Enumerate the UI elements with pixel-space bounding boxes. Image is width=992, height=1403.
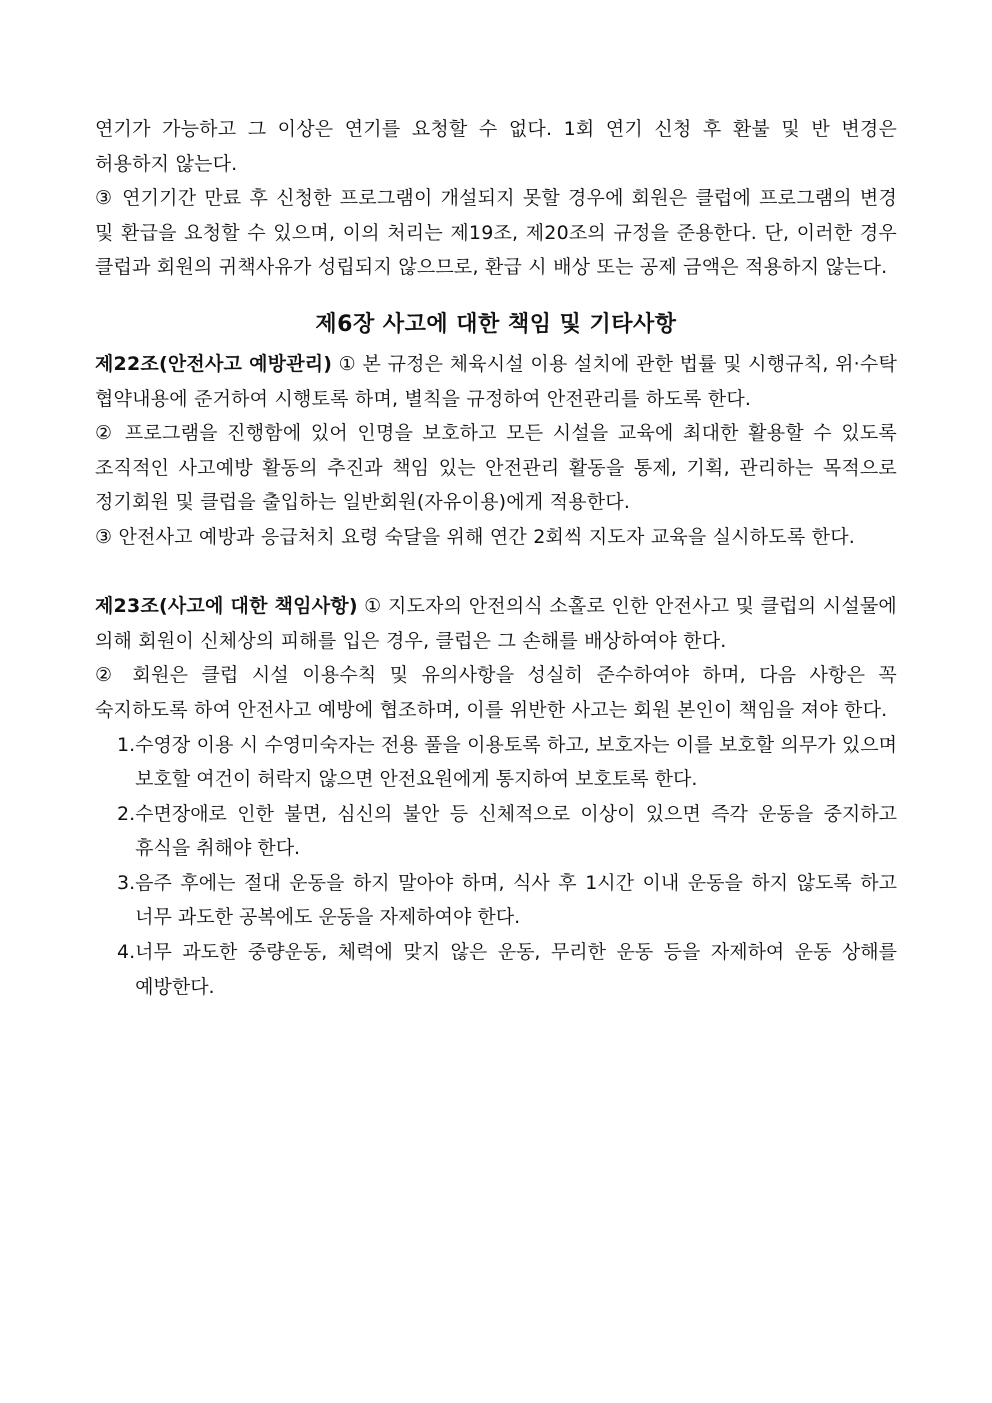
article-23-clause-1-text: ① 지도자의 안전의식 소홀로 인한 안전사고 및 클럽의 시설물에 의해 회원이 신체상의 피해를 입은 경우, 클럽은 그 손해를 배상하여야 한다. [95, 595, 897, 652]
list-item [117, 797, 897, 866]
list-item-text: 음주 후에는 절대 운동을 하지 말아야 하며, 식사 후 1시간 이내 운동을 하지 않도록 하고 너무 과도한 공복에도 운동을 자제하여야 한다. [135, 871, 897, 929]
article-22-clause-1-text: ① 본 규정은 체육시설 이용 설치에 관한 법률 및 시행규칙, 위·수탁 협약내용에 준거하여 시행토록 하며, 별칙을 규정하여 안전관리를 하도록 한다. [95, 352, 897, 410]
list-item-number: 3. [117, 871, 136, 894]
list-item-text: 수면장애로 인한 불면, 심신의 불안 등 신체적으로 이상이 있으면 즉각 운동을 중지하고 휴식을 취해야 한다. [135, 802, 897, 860]
section-spacer [95, 555, 897, 590]
list-item-text: 너무 과도한 중량운동, 체력에 맞지 않은 운동, 무리한 운동 등을 자제하여 운동 상해를 예방한다. [135, 941, 897, 998]
chapter-title: 제6장 사고에 대한 책임 및 기타사항 [315, 311, 677, 337]
article-23-clause-1 [95, 589, 897, 658]
article-22-clause-1 [95, 347, 897, 416]
safety-rules-list [95, 728, 897, 1005]
article-23-clause-2: ② 회원은 클럽 시설 이용수칙 및 유의사항을 성실히 준수하여야 하며, 다음 사항은 꼭 숙지하도록 하여 안전사고 예방에 협조하며, 이를 위반한 사고는 회원 본인이 책임을 져야 한다. [95, 664, 897, 721]
article-22-heading: 제22조(안전사고 예방관리) [95, 352, 333, 375]
article-22-clause-3: ③ 안전사고 예방과 응급처치 요령 숙달을 위해 연간 2회씩 지도자 교육을 실시하도록 한다. [95, 525, 856, 548]
paragraph-postponement: 연기가 가능하고 그 이상은 연기를 요청할 수 없다. 1회 연기 신청 후 환불 및 반 변경은 허용하지 않는다. [95, 118, 897, 175]
list-item-number: 4. [117, 941, 136, 964]
list-item-number: 1. [117, 733, 136, 756]
document-page [95, 112, 897, 1004]
list-item [117, 866, 897, 935]
article-23-heading: 제23조(사고에 대한 책임사항) [95, 595, 358, 618]
list-item-number: 2. [117, 802, 136, 825]
list-item [117, 728, 897, 797]
article-22-clause-2: ② 프로그램을 진행함에 있어 인명을 보호하고 모든 시설을 교육에 최대한 활용할 수 있도록 조직적인 사고예방 활동의 추진과 책임 있는 안전관리 활동을 통제, 기획, 관리하는 목적으로 정기회원 및 클럽을 출입하는 일반회원(자유이용)에게 적용한다. [95, 422, 897, 514]
paragraph-clause-3: ③ 연기기간 만료 후 신청한 프로그램이 개설되지 못할 경우에 회원은 클럽에 프로그램의 변경 및 환급을 요청할 수 있으며, 이의 처리는 제19조, 제20조의 규정을 준용한다. 단, 이러한 경우 클럽과 회원의 귀책사유가 성립되지 않으므로, 환급 시 배상 또는 공제 금액은 적용하지 않는다. [95, 187, 897, 279]
list-item [117, 935, 897, 1004]
list-item-text: 수영장 이용 시 수영미숙자는 전용 풀을 이용토록 하고, 보호자는 이를 보호할 의무가 있으며 보호할 여건이 허락지 않으면 안전요원에게 통지하여 보호토록 한다. [135, 733, 897, 791]
